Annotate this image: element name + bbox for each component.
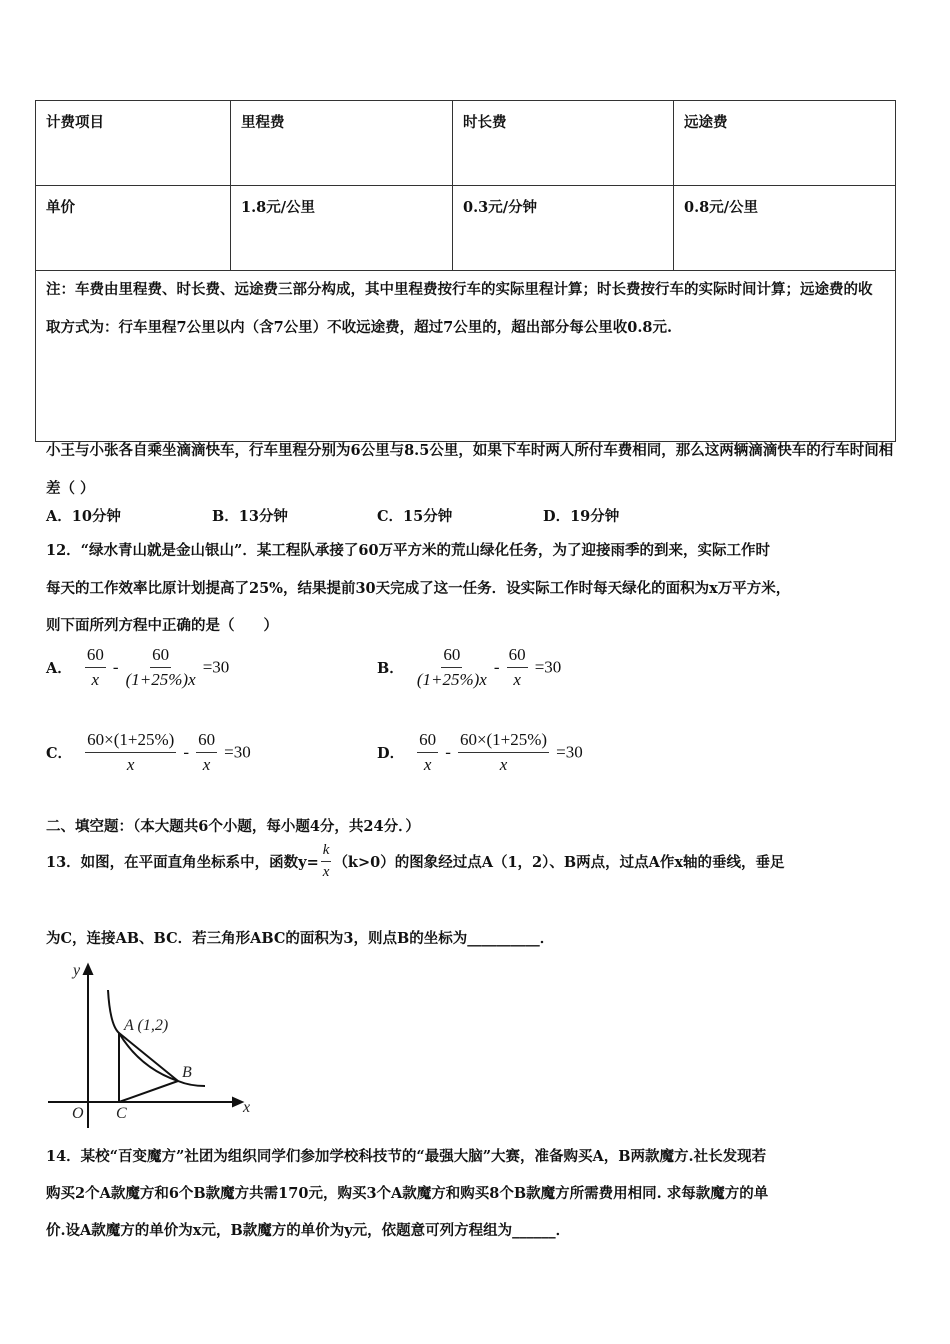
y-axis-label: y — [73, 962, 81, 979]
q12-option-d[interactable] — [377, 730, 583, 775]
option-label: A． — [46, 660, 72, 677]
fee-table-unit-row — [36, 186, 896, 271]
fee-table-header-row — [36, 101, 896, 186]
q11-option-d: D．19分钟 — [543, 508, 620, 525]
q13-line1 — [46, 842, 785, 881]
q12-stem-line1: 12．“绿水青山就是金山银山”．某工程队承接了60万平方米的荒山绿化任务，为了迎接雨季的到来，实际工作时 — [46, 542, 771, 559]
point-a-label: A (1,2) — [124, 1017, 169, 1034]
q13-prefix: 13．如图，在平面直角坐标系中，函数y= — [46, 854, 319, 871]
fee-table-cell: 里程费 — [231, 101, 453, 186]
option-label: C． — [46, 745, 73, 762]
fee-table-cell: 时长费 — [453, 101, 674, 186]
q12-stem-line3: 则下面所列方程中正确的是（ ） — [46, 617, 278, 634]
denominator: x — [202, 755, 211, 774]
numerator: 60 — [507, 645, 528, 668]
fee-table-cell: 1.8元/公里 — [231, 186, 453, 271]
x-axis-arrow-icon — [233, 1098, 242, 1106]
numerator: 60 — [417, 730, 438, 753]
denominator: x — [91, 670, 100, 689]
fraction — [417, 645, 487, 690]
q12-stem-line2: 每天的工作效率比原计划提高了25%，结果提前30天完成了这一任务．设实际工作时每天绿化的面积为x万平方米， — [46, 580, 791, 597]
q11-option-c: C．15分钟 — [377, 508, 453, 525]
q14-line3: 价.设A款魔方的单价为x元，B款魔方的单价为y元，依题意可列方程组为______． — [46, 1222, 571, 1239]
q13-suffix: （k>0）的图象经过点A（1，2）、B两点，过点A作x轴的垂线，垂足 — [333, 854, 785, 871]
denominator: (1+25%)x — [416, 670, 487, 689]
origin-label: O — [72, 1105, 84, 1122]
fee-table-cell: 计费项目 — [36, 101, 231, 186]
section2-heading: 二、填空题：（本大题共6个小题，每小题4分，共24分．） — [46, 818, 420, 835]
minus-sign: - — [445, 742, 451, 762]
k-over-x-fraction — [321, 842, 332, 881]
fee-table — [35, 100, 896, 442]
option-label: B． — [377, 660, 404, 677]
equation-rhs: =30 — [202, 657, 230, 677]
denominator: x — [513, 670, 521, 689]
minus-sign: - — [112, 657, 119, 677]
minus-sign: - — [493, 657, 500, 677]
denominator: x — [423, 755, 432, 774]
denominator: x — [322, 864, 330, 880]
fee-table-cell: 单价 — [36, 186, 231, 271]
x-axis-label: x — [243, 1099, 251, 1116]
point-c-label: C — [116, 1105, 127, 1122]
q14-line2: 购买2个A款魔方和6个B款魔方共需170元，购买3个A款魔方和购买8个B款魔方所需费用相同. 求每款魔方的单 — [46, 1185, 769, 1202]
fee-note: 注：车费由里程费、时长费、远途费三部分构成，其中里程费按行车的实际里程计算；时长费按行车的实际时间计算；远途费的收取方式为：行车里程7公里以内（含7公里）不收远途费，超过7公里的，超出部分每公里收0.8元. — [36, 271, 896, 442]
segment-ab — [119, 1033, 178, 1081]
fraction — [126, 645, 196, 690]
equation-rhs: =30 — [534, 657, 562, 677]
q11-option-a: A．10分钟 — [46, 508, 121, 525]
denominator: x — [499, 755, 508, 774]
option-label: D． — [377, 745, 405, 762]
q12-option-a[interactable] — [46, 645, 229, 690]
q11-stem: 小王与小张各自乘坐滴滴快车，行车里程分别为6公里与8.5公里，如果下车时两人所付车费相同，那么这两辆滴滴快车的行车时间相差（ ） — [46, 442, 894, 497]
fraction — [85, 645, 106, 690]
fee-table-cell: 0.3元/分钟 — [453, 186, 674, 271]
numerator: 60 — [441, 645, 462, 668]
fee-table-note-row — [36, 271, 896, 442]
q11-option-b: B．13分钟 — [212, 508, 288, 525]
numerator: 60×(1+25%) — [458, 730, 549, 753]
numerator: 60 — [85, 645, 106, 668]
equation-rhs: =30 — [556, 742, 583, 762]
denominator: x — [126, 755, 135, 774]
q12-option-b[interactable] — [377, 645, 561, 690]
q12-option-c[interactable] — [46, 730, 251, 775]
fraction — [507, 645, 528, 690]
point-b-label: B — [182, 1064, 192, 1081]
numerator: 60×(1+25%) — [85, 730, 176, 753]
fraction — [196, 730, 217, 775]
fee-table-cell: 远途费 — [674, 101, 896, 186]
fraction — [85, 730, 176, 775]
numerator: k — [321, 842, 332, 862]
denominator: (1+25%)x — [125, 670, 196, 689]
equation-rhs: =30 — [224, 742, 251, 762]
numerator: 60 — [150, 645, 171, 668]
segment-bc — [119, 1081, 178, 1102]
q14-line1: 14．某校“百变魔方”社团为组织同学们参加学校科技节的“最强大脑”大赛，准备购买A，B两款魔方.社长发现若 — [46, 1148, 767, 1165]
fee-table-cell: 0.8元/公里 — [674, 186, 896, 271]
fraction — [458, 730, 549, 775]
q13-figure — [40, 955, 260, 1130]
numerator: 60 — [196, 730, 217, 753]
fraction — [417, 730, 438, 775]
q13-line2: 为C，连接AB、BC．若三角形ABC的面积为3，则点B的坐标为__________． — [46, 930, 555, 947]
y-axis-arrow-icon — [84, 965, 92, 974]
minus-sign: - — [183, 742, 190, 762]
